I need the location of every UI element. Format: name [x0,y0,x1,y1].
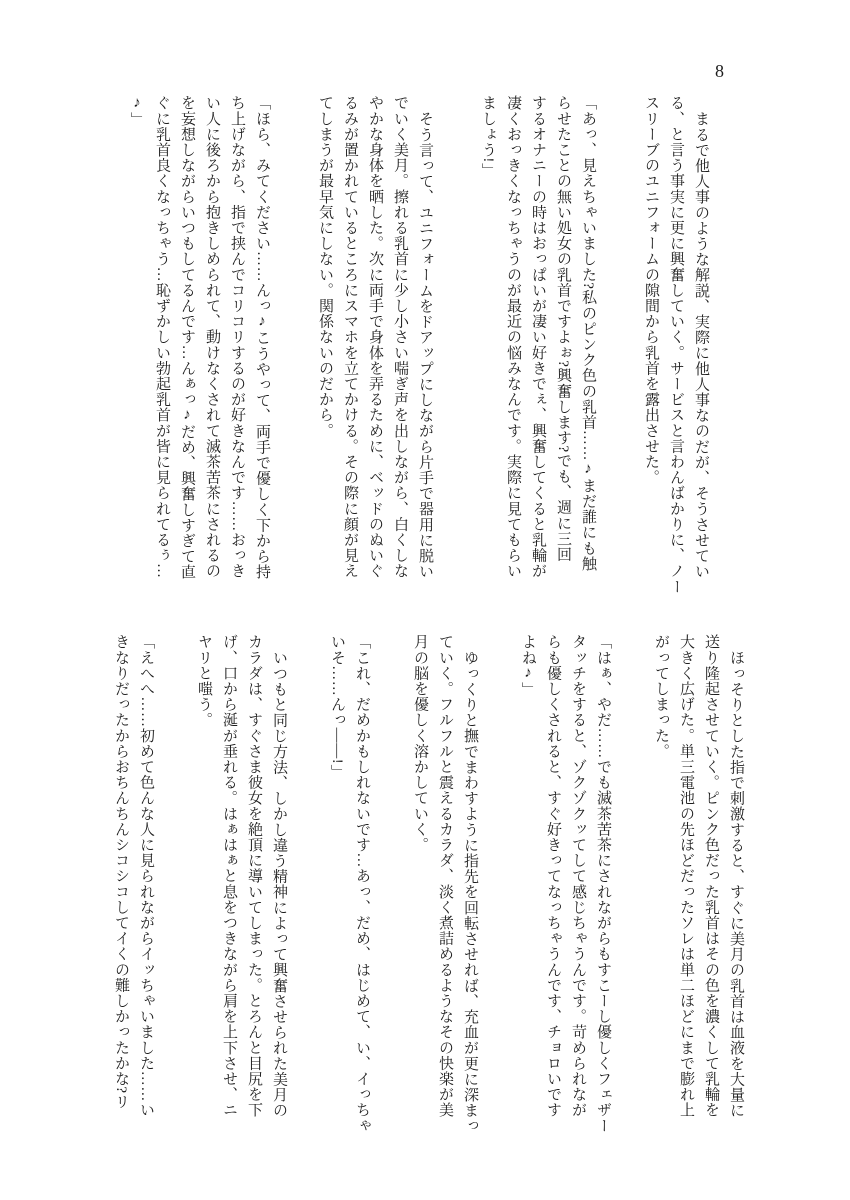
text-column: るみが置かれているところにスマホを立てかける。その際に顔が見え [342,95,358,579]
text-column: ヤリと嗤う。 [196,634,212,728]
upper-text-block [129,95,709,594]
paragraph-group [329,634,370,1133]
text-column: そう言って、ユニフォームをドアップにしながら片手で器用に脱い [417,111,433,579]
text-column: を妄想しながらいつもしてるんです…んぁっ♪だめ、興奮しすぎて直 [179,95,195,580]
paragraph-group [653,634,744,1118]
text-column: 送り隆起させていく。ピンク色だった乳首はその色を濃くして乳輪を [703,634,719,1118]
text-column: やかな身体を晒した。次に両手で身体を弄るために、ベッドのぬいぐ [367,95,383,579]
text-column: がってしまった。 [653,634,669,759]
text-column: 「これ、だめかもしれないです…あっ、だめ、はじめて、い、イっちゃ [354,634,370,1134]
text-column: 「ほら、みてください……んっ♪こうやって、両手で優しく下から持 [254,95,270,580]
paragraph-group [520,634,611,1133]
text-column: ゆっくりと撫でまわすように指先を回転させれば、充血が更に深まっ [462,650,478,1134]
text-column: いつもと同じ方法、しかし違う精神によって興奮させられた美月の [271,650,287,1118]
text-column: まるで他人事のような解説、実際に他人事なのだが、そうさせてい [693,111,709,579]
text-column: きなりだったからおちんちんシコシコしてイくの難しかったかな?リ [113,634,129,1110]
paragraph-group [643,95,709,594]
text-column: ましょう!」 [480,95,496,179]
paragraph-group [196,634,287,1118]
text-column: するオナニーの時はおっぱいが凄い好きでぇ、興奮してくると乳輪が [530,95,546,579]
text-column: タッチをすると、ゾクゾクッてして感じちゃうんです。苛められなが [570,634,586,1118]
text-column: る、と言う事実に更に興奮していく。サービスと言わんばかりに、ノー [668,95,684,595]
lower-text-block [113,634,744,1134]
text-column: 「はぁ、やだ……でも滅茶苦茶にされながらもすこーし優しくフェザー [595,634,611,1134]
text-column: でいく美月。擦れる乳首に少し小さい喘ぎ声を出しながら、白くしな [392,95,408,579]
paragraph-group [317,95,433,579]
text-column: ていく。フルフルと震えるカラダ、淡く煮詰めるようなその快楽が美 [437,634,453,1118]
text-column: ぐに乳首良くなっちゃう…恥ずかしい勃起乳首が皆に見られてるぅ… [154,95,170,579]
paragraph-group [129,95,270,580]
paragraph-group [480,95,596,579]
paragraph-group [113,634,154,1118]
text-column: 「えへへ……初めて色んな人に見られながらイッちゃいました……い [138,634,154,1118]
text-column: 大きく広げた。単三電池の先ほどだったソレは単二ほどにまで膨れ上 [678,634,694,1118]
paragraph-group [412,634,478,1134]
text-column: ち上げながら、指で挟んでコリコリするのが好きなんです……おっき [229,95,245,579]
text-column: げ、口から涎が垂れる。はぁはぁと息をつきながら肩を上下させ、ニ [221,634,237,1118]
text-column: カラダは、すぐさま彼女を絶頂に導いてしまった。とろんと目尻を下 [246,634,262,1118]
text-column: いそ……んっ——!」 [329,634,345,780]
text-column: スリーブのユニフォームの隙間から乳首を露出させた。 [643,95,659,485]
text-column: 月の脳を優しく溶かしていく。 [412,634,428,853]
text-column: ♪」 [129,95,145,128]
text-column: ほっそりとした指で刺激すると、すぐに美月の乳首は血液を大量に [728,650,744,1118]
page-number: 8 [715,61,724,81]
text-column: よね♪」 [520,634,536,698]
text-column: らせたことの無い処女の乳首ですよぉ?興奮します?でも、週に三回 [555,95,571,562]
text-column: 凄くおっきくなっちゃうのが最近の悩みなんです。実際に見てもらい [505,95,521,579]
text-column: らも優しくされると、すぐ好きってなっちゃうんです、チョロいです [545,634,561,1118]
text-column: てしまうが最早気にしない。関係ないのだから。 [317,95,333,439]
text-column: い人に後ろから抱きしめられて、動けなくされて滅茶苦茶にされるの [204,95,220,579]
text-column: 「あっ、見えちゃいました?私のピンク色の乳首……♪まだ誰にも触 [580,95,596,572]
